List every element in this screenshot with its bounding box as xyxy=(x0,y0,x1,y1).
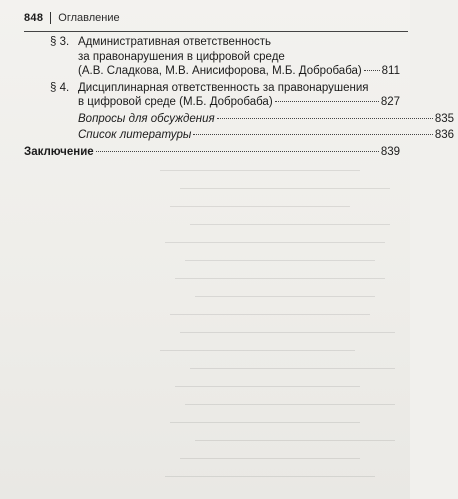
toc-entry-section-3 xyxy=(24,35,404,79)
toc-entry-section-4 xyxy=(24,81,404,110)
section-title-line: Дисциплинарная ответственность за правонарушения xyxy=(78,81,369,94)
page-number: 848 xyxy=(24,12,44,24)
section-title-line: Административная ответственность xyxy=(78,36,272,48)
toc-entry-literature xyxy=(78,128,458,143)
page-ref: 839 xyxy=(380,146,400,159)
page-ref: 836 xyxy=(434,128,454,141)
page-ref: 827 xyxy=(380,96,400,109)
page-ref: 811 xyxy=(381,65,400,78)
leader-dots xyxy=(364,70,380,71)
section-title-line: в цифровой среде (М.Б. Добробаба) xyxy=(78,96,273,109)
toc-entry-questions xyxy=(78,112,458,127)
section-title-line: за правонарушения в цифровой среде xyxy=(78,50,285,63)
header-rule xyxy=(24,31,408,32)
questions-title: Вопросы для обсуждения xyxy=(78,112,215,125)
leader-dots xyxy=(96,151,379,152)
section-title-line: (А.В. Сладкова, М.В. Анисифорова, М.Б. Добробаба) xyxy=(78,65,362,78)
leader-dots xyxy=(275,101,379,102)
section-number: § 4. xyxy=(50,81,70,94)
running-title: Оглавление xyxy=(58,12,120,24)
toc-entry-conclusion xyxy=(24,145,404,160)
header-separator xyxy=(50,12,51,24)
running-header xyxy=(24,12,120,24)
leader-dots xyxy=(217,118,433,119)
bleed-through-texture xyxy=(150,150,410,499)
section-number: § 3. xyxy=(50,36,70,48)
table-of-contents xyxy=(24,35,454,160)
leader-dots xyxy=(193,134,432,135)
page-ref: 835 xyxy=(434,112,454,125)
conclusion-title: Заключение xyxy=(24,146,94,159)
literature-title: Список литературы xyxy=(78,128,192,141)
